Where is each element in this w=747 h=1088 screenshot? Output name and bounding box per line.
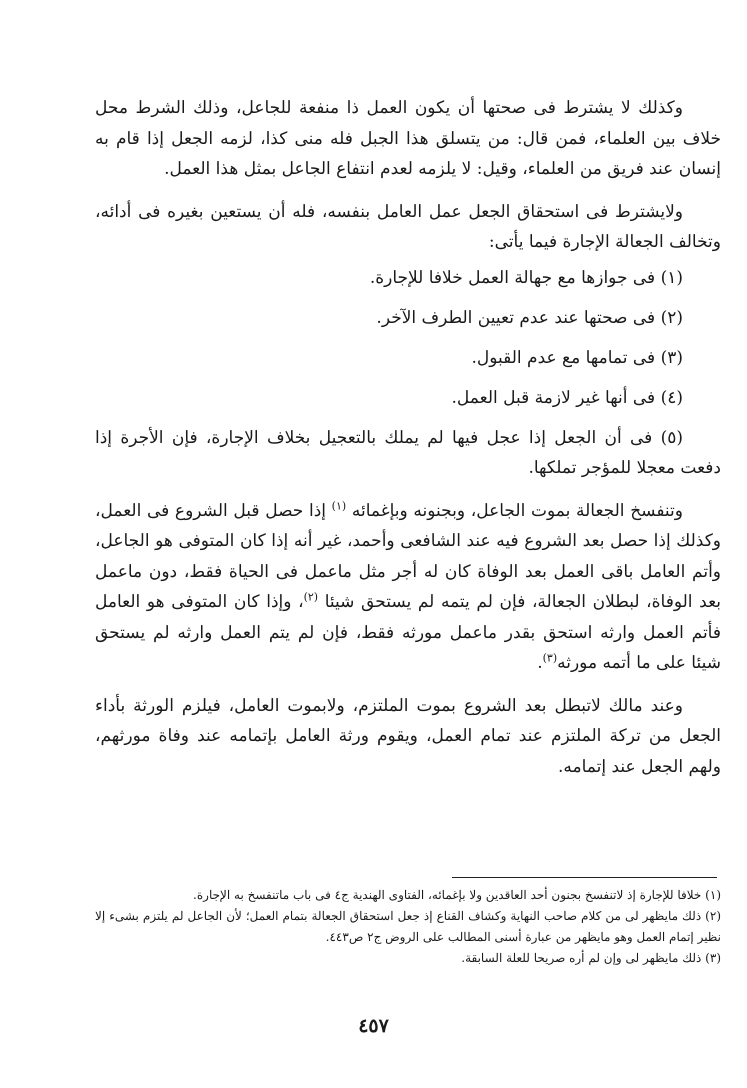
footnote-ref-1: (١): [331, 498, 347, 512]
list-item: (٥) فى أن الجعل إذا عجل فيها لم يملك بالتعجيل بخلاف الإجارة، فإن الأجرة إذا دفعت معجلا للمؤجر تملكها.: [95, 427, 721, 478]
main-text: [95, 93, 721, 782]
footnote-3: (٣) ذلك مايظهر لى وإن لم أره صريحا للعلة السابقة.: [461, 951, 721, 965]
footnote-2: (٢) ذلك مايظهر لى من كلام صاحب النهاية وكشاف القناع إذ جعل استحقاق الجعالة بتمام العمل؛ لأن الجاعل لم يلتزم بشىء إلا نظير إتمام العمل وهو مايظهر من عبارة أسنى المطالب على الروض ج٢ ص٤٤٣.: [95, 909, 721, 944]
termination-text-start: وتنفسخ الجعالة بموت الجاعل، وبجنونه وبإغمائه: [351, 500, 683, 521]
list-item: (٤) فى أنها غير لازمة قبل العمل.: [451, 387, 683, 408]
footnote-ref-3: (٣): [542, 651, 558, 665]
page-number: ٤٥٧: [358, 1015, 389, 1037]
footnotes: [95, 885, 721, 969]
list-item: (١) فى جوازها مع جهالة العمل خلافا للإجارة.: [369, 267, 683, 288]
paragraph-maliki-view: وعند مالك لاتبطل بعد الشروع بموت الملتزم، ولابموت العامل، فيلزم الورثة بأداء الجعل من تركة الملتزم عند تمام العمل، ويقوم ورثة العامل بإتمامه عند وفاة مورثهم، ولهم الجعل عند إتمامه.: [95, 695, 721, 777]
differences-list: [95, 258, 721, 484]
termination-text-middle: إذا حصل قبل الشروع فى العمل، وكذلك إذا حصل بعد الشروع فيه عند الشافعى وأحمد، غير أنه إذا كان المتوفى هو الجاعل، وأتم العامل باقى العمل بعد الوفاة كان له أجر مثل ماعمل فى الحياة فقط، دون ماعمل بعد الوفاة، لبطلان الجعالة، فإن لم يتمه لم يستحق شيئا: [95, 500, 721, 612]
paragraph-self-performance: ولايشترط فى استحقاق الجعل عمل العامل بنفسه، فله أن يستعين بغيره فى أدائه، وتخالف الجعالة الإجارة فيما يأتى:: [95, 201, 721, 252]
list-item: (٢) فى صحتها عند عدم تعيين الطرف الآخر.: [376, 307, 683, 328]
termination-period: .: [537, 653, 543, 673]
termination-text-end: ، وإذا كان المتوفى هو العامل فأتم العمل وارثه استحق بقدر ماعمل مورثه فقط، فإن لم يتم العمل وارثه لم يستحق شيئا على ما أتمه مورثه: [95, 592, 721, 673]
footnote-divider: [452, 877, 717, 878]
list-item: (٣) فى تمامها مع عدم القبول.: [471, 347, 683, 368]
footnote-ref-2: (٢): [303, 590, 319, 604]
paragraph-usefulness-condition: وكذلك لا يشترط فى صحتها أن يكون العمل ذا منفعة للجاعل، وذلك الشرط محل خلاف بين العلماء، فمن قال: من يتسلق هذا الجبل فله منى كذا، لزمه الجعل إذا قام به إنسان عند فريق من العلماء، وقيل: لا يلزمه لعدم انتفاع الجاعل بمثل هذا العمل.: [95, 98, 721, 179]
footnote-1: (١) خلافا للإجارة إذ لاتنفسخ بجنون أحد العاقدين ولا بإغمائه، الفتاوى الهندية ج٤ فى باب ماتنفسخ به الإجارة.: [193, 888, 721, 902]
paragraph-termination: [95, 496, 721, 679]
